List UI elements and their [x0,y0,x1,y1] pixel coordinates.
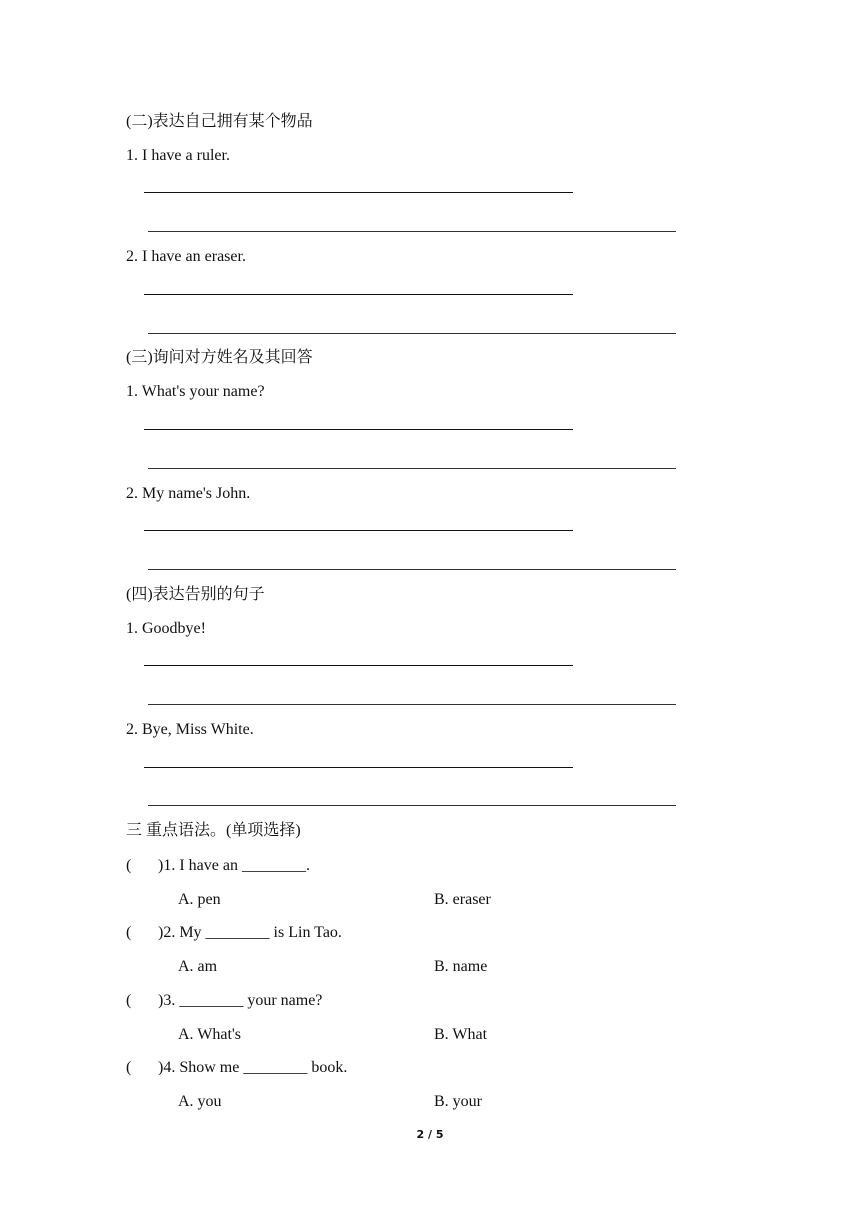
option-b[interactable]: B. What [434,1026,488,1043]
answer-paren[interactable]: ( [126,857,132,874]
question-text: )4. Show me ________ book. [158,1059,348,1076]
writing-line[interactable] [148,805,676,806]
question-text: )3. ________ your name? [158,992,323,1009]
option-a[interactable]: A. you [178,1093,222,1110]
section-heading-possession: (二)表达自己拥有某个物品 [126,113,313,130]
writing-line[interactable] [144,294,573,295]
sentence-item: 1. Goodbye! [126,620,206,637]
option-b[interactable]: B. eraser [434,891,491,908]
option-a[interactable]: A. pen [178,891,221,908]
sentence-item: 1. What's your name? [126,383,265,400]
writing-line[interactable] [148,569,676,570]
answer-paren[interactable]: ( [126,1059,132,1076]
sentence-item: 2. I have an eraser. [126,248,246,265]
writing-line[interactable] [148,231,676,232]
sentence-item: 1. I have a ruler. [126,147,230,164]
writing-line[interactable] [144,767,573,768]
writing-line[interactable] [148,468,676,469]
answer-paren[interactable]: ( [126,992,132,1009]
section-heading-goodbye: (四)表达告别的句子 [126,586,265,603]
writing-line[interactable] [148,333,676,334]
sentence-item: 2. My name's John. [126,485,251,502]
writing-line[interactable] [148,704,676,705]
writing-line[interactable] [144,530,573,531]
option-a[interactable]: A. What's [178,1026,242,1043]
answer-paren[interactable]: ( [126,924,132,941]
option-b[interactable]: B. your [434,1093,482,1110]
writing-line[interactable] [144,192,573,193]
option-b[interactable]: B. name [434,958,488,975]
sentence-item: 2. Bye, Miss White. [126,721,254,738]
option-a[interactable]: A. am [178,958,218,975]
question-text: )2. My ________ is Lin Tao. [158,924,342,941]
writing-line[interactable] [144,429,573,430]
section-heading-names: (三)询问对方姓名及其回答 [126,349,313,366]
grammar-heading: 三 重点语法。(单项选择) [126,822,301,839]
writing-line[interactable] [144,665,573,666]
question-text: )1. I have an ________. [158,857,310,874]
page-number: 2 / 5 [416,1128,444,1141]
